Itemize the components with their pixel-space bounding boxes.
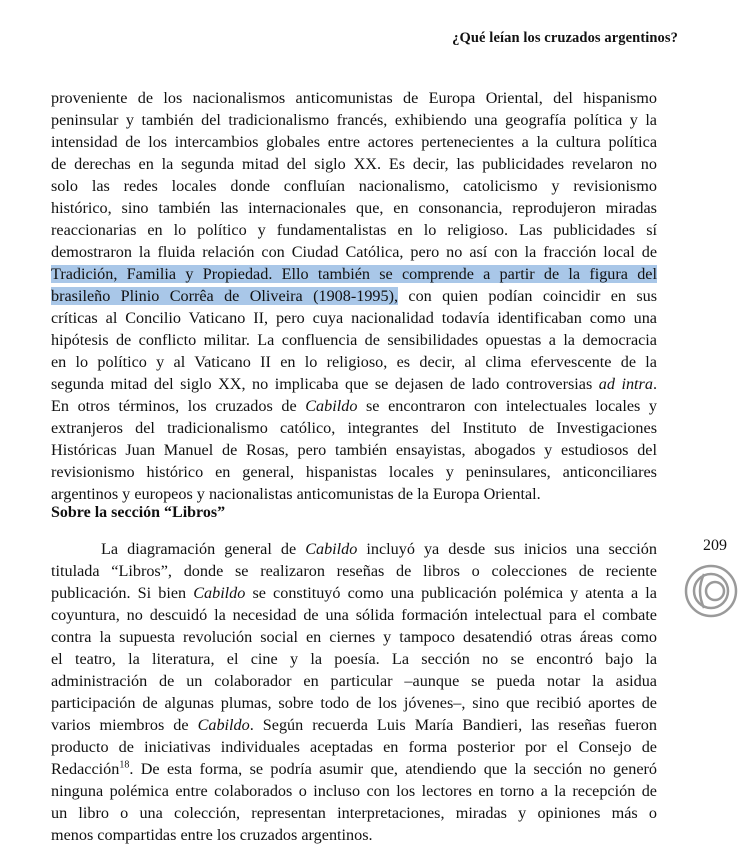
text-line: producto de iniciativas individuales aceptadas en forma posterior por el Consejo de	[51, 738, 657, 756]
italic-term: Cabildo	[197, 716, 250, 734]
text-line: un libro o una colección, representan interpretaciones, miradas y opiniones más o	[51, 804, 657, 822]
text-line: proveniente de los nacionalismos anticomunistas de Europa Oriental, del hispanismo	[51, 89, 657, 107]
text-line: titulada “Libros”, donde se realizaron reseñas de libros o colecciones de reciente	[51, 562, 657, 580]
italic-term: ad intra	[598, 375, 653, 393]
text-span: La diagramación general de	[101, 540, 306, 558]
text-line: extranjeros del tradicionalismo católico, integrantes del Instituto de Investigaciones	[51, 419, 657, 437]
text-line	[51, 758, 657, 780]
text-span: varios miembros de	[51, 716, 198, 734]
text-line: críticas al Concilio Vaticano II, pero cuya nacionalidad todavía identificaban como una	[51, 309, 657, 327]
text-line	[51, 714, 657, 736]
footnote-reference[interactable]: 18	[119, 759, 130, 771]
text-line: contra la supuesta revolución social en ciernes y tampoco desatendió otras áreas como	[51, 628, 657, 646]
italic-term: Cabildo	[193, 584, 246, 602]
text-span: . Según recuerda Luis María Bandieri, las reseñas fueron	[249, 716, 657, 734]
text-line	[51, 395, 657, 417]
text-line: histórico, sino también las internacionales que, en consonancia, reprodujeron miradas	[51, 199, 657, 217]
text-line: menos compartidas entre los cruzados argentinos.	[51, 826, 373, 844]
text-span: . De esta forma, se podría asumir que, atendiendo que la sección no generó	[129, 760, 657, 778]
text-line: solo las redes locales donde confluían nacionalismo, catolicismo y revisionismo	[51, 177, 657, 195]
running-head: ¿Qué leían los cruzados argentinos?	[452, 30, 678, 46]
text-line: argentinos y europeos y nacionalistas anticomunistas de la Europa Oriental.	[51, 485, 541, 503]
text-line-highlighted[interactable]	[51, 285, 657, 307]
page-number: 209	[703, 537, 727, 554]
text-span: incluyó ya desde sus inicios una sección	[357, 540, 657, 558]
text-line: peninsular y también del tradicionalismo francés, exhibiendo una geografía política y la	[51, 111, 657, 129]
italic-term: Cabildo	[305, 540, 358, 558]
text-span: se encontraron con intelectuales locales y	[357, 397, 658, 415]
text-line: hipótesis de conflicto militar. La confluencia de sensibilidades opuestas a la democracia	[51, 331, 657, 349]
text-line: el teatro, la literatura, el cine y la poesía. La sección no se encontró bajo la	[51, 650, 657, 668]
text-line: participación de algunas plumas, sobre todo de los jóvenes–, sino que recibió aportes de	[51, 694, 657, 712]
selected-text[interactable]: Tradición, Familia y Propiedad. Ello también se comprende a partir de la figura del	[51, 265, 657, 283]
selected-text[interactable]: brasileño Plinio Corrêa de Oliveira (1908-1995),	[51, 287, 399, 305]
text-span: con quien podían coincidir en sus	[398, 287, 658, 305]
text-line: intensidad de los intercambios globales entre actores pertenecientes a la cultura política	[51, 133, 657, 151]
text-span: se constituyó como una publicación polémica y atenta a la	[245, 584, 657, 602]
text-line: revisionismo histórico en general, hispanistas locales y peninsulares, anticonciliares	[51, 463, 657, 481]
text-line	[51, 582, 657, 604]
text-line: ninguna polémica entre colaborados o incluso con los lectores en torno a la recepción de	[51, 782, 657, 800]
text-line: administración de un colaborador en particular –aunque se pueda notar la asidua	[51, 672, 657, 690]
concentric-circles-logo-icon	[684, 564, 738, 618]
italic-term: Cabildo	[305, 397, 358, 415]
text-line: Históricas Juan Manuel de Rosas, pero también ensayistas, abogados y estudiosos del	[51, 441, 657, 459]
text-span: publicación. Si bien	[51, 584, 194, 602]
text-line: en lo político y al Vaticano II en lo religioso, es decir, al clima efervescente de la	[51, 353, 657, 371]
section-heading: Sobre la sección “Libros”	[51, 504, 226, 521]
text-line: demostraron la fluida relación con Ciudad Católica, pero no así con la fracción local de	[51, 243, 657, 261]
text-line: coyuntura, no descuidó la necesidad de una sólida formación intelectual para el combate	[51, 606, 657, 624]
text-line: de derechas en la segunda mitad del siglo XX. Es decir, las publicidades revelaron no	[51, 155, 657, 173]
text-span: segunda mitad del siglo XX, no implicaba que se dejasen de lado controversias	[51, 375, 599, 393]
text-span: En otros términos, los cruzados de	[51, 397, 306, 415]
text-line	[51, 538, 657, 560]
text-line	[51, 373, 657, 395]
text-line: reaccionarias en lo político y fundamentalistas en lo religioso. Las publicidades sí	[51, 221, 657, 239]
text-line-highlighted[interactable]	[51, 263, 657, 285]
text-span: Redacción	[51, 760, 120, 778]
text-span: .	[652, 375, 657, 393]
